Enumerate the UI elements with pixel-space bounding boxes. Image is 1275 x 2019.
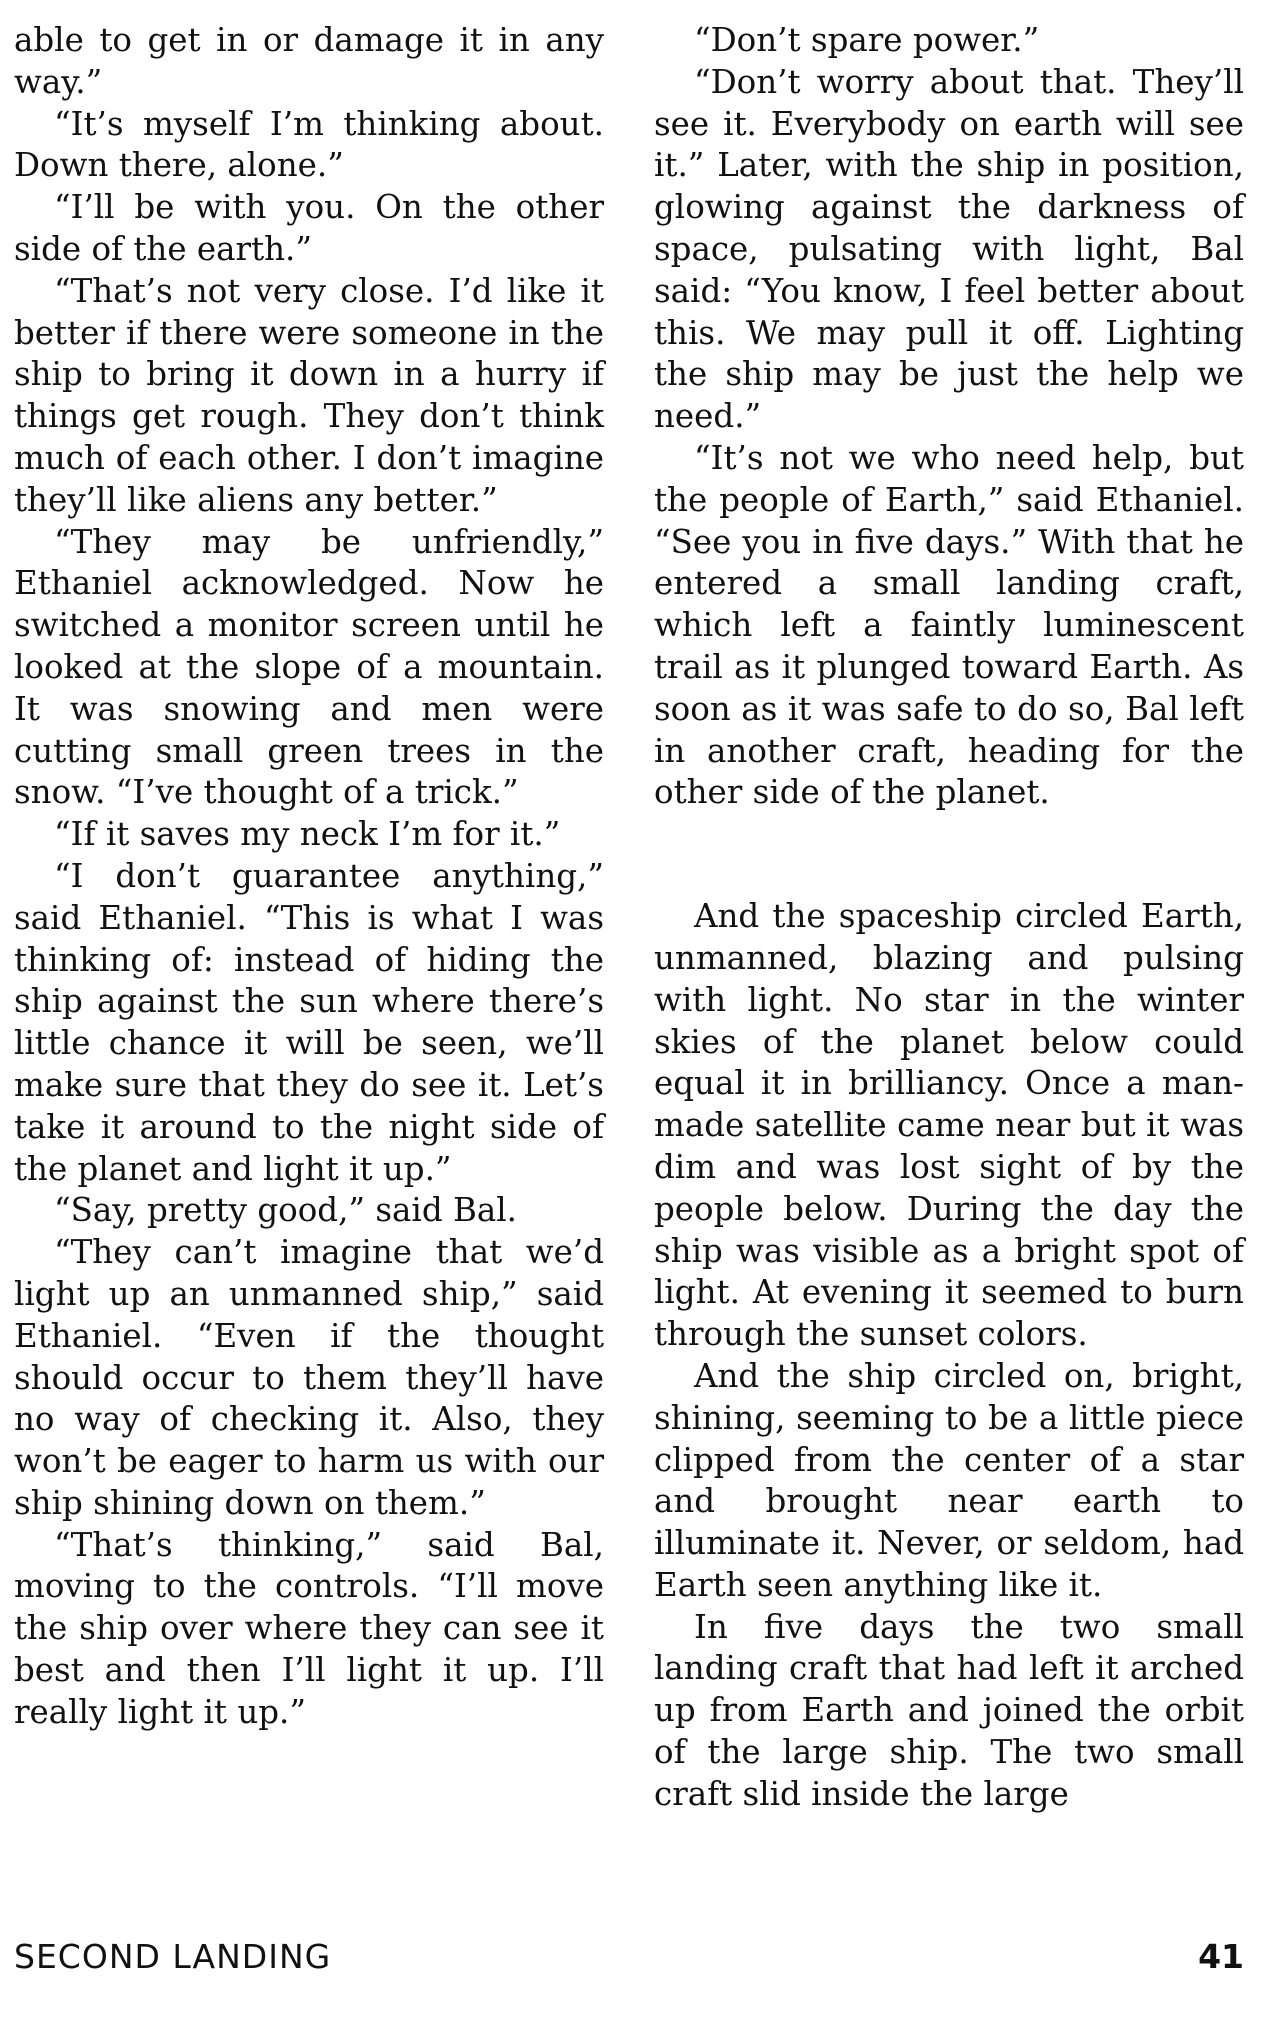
paragraph: “Don’t spare power.” [694, 21, 1040, 59]
running-title: SECOND LANDING [14, 1937, 332, 1976]
paragraph: “If it saves my neck I’m for it.” [54, 815, 561, 854]
left-text-column [14, 20, 604, 1734]
paragraph: And the ship circled on, bright, shining, seeming to be a little piece clipped from the center of a star and brought near earth to illuminate it. Never, or seldom, had Earth seen anything like it. [654, 1356, 1244, 1604]
page-number: 41 [1198, 1937, 1244, 1976]
paragraph: “Don’t worry about that. They’ll see it. Everybody on earth will see it.” Later, with the ship in position, glowing against the darkness of space, pulsating with light, Bal said: “You know, I feel better about this. We may pull it off. Lighting the ship may be just the help we need.” [654, 62, 1244, 436]
paragraph: “They may be unfriendly,” Ethaniel acknowledged. Now he switched a monitor screen until he looked at the slope of a mountain. It was snowing and men were cutting small green trees in the snow. “I’ve thought of a trick.” [14, 522, 604, 812]
section-break [654, 814, 1244, 896]
paragraph: “I’ll be with you. On the other side of the earth.” [14, 188, 604, 268]
paragraph: “They can’t imagine that we’d light up an unmanned ship,” said Ethaniel. “Even if the thought should occur to them they’ll have no way of checking it. Also, they won’t be eager to harm us with our ship shining down on them.” [14, 1233, 604, 1522]
paragraph: “Say, pretty good,” said Bal. [54, 1191, 517, 1230]
paragraph: “That’s thinking,” said Bal, moving to the controls. “I’ll move the ship over where they can see it best and then I’ll light it up. I’ll really light it up.” [14, 1525, 604, 1731]
paragraph: “It’s not we who need help, but the people of Earth,” said Ethaniel. “See you in five days.” With that he entered a small landing craft, which left a faintly luminescent trail as it plunged toward Earth. As soon as it was safe to do so, Bal left in another craft, heading for the other side of the planet. [654, 438, 1244, 812]
paragraph: “It’s myself I’m thinking about. Down there, alone.” [14, 104, 604, 185]
right-text-column [654, 20, 1244, 1816]
paragraph: In five days the two small landing craft that had left it arched up from Earth and joined the orbit of the large ship. The two small craft slid inside the large [654, 1607, 1244, 1813]
paragraph: And the spaceship circled Earth, unmanned, blazing and pulsing with light. No star in the winter skies of the planet below could equal it in brilliancy. Once a man-made satellite came near but it was dim and was lost sight of by the people below. During the day the ship was visible as a bright spot of light. At evening it seemed to burn through the sunset colors. [654, 897, 1244, 1354]
paragraph: “I don’t guarantee anything,” said Ethaniel. “This is what I was thinking of: instead of hiding the ship against the sun where there’s little chance it will be seen, we’ll make sure that they do see it. Let’s take it around to the night side of the planet and light it up.” [14, 856, 604, 1188]
page-footer [14, 1937, 1244, 1987]
paragraph: “That’s not very close. I’d like it better if there were someone in the ship to bring it down in a hurry if things get rough. They don’t think much of each other. I don’t imagine they’ll like aliens any better.” [14, 271, 604, 519]
paragraph: able to get in or damage it in any way.” [14, 21, 604, 101]
